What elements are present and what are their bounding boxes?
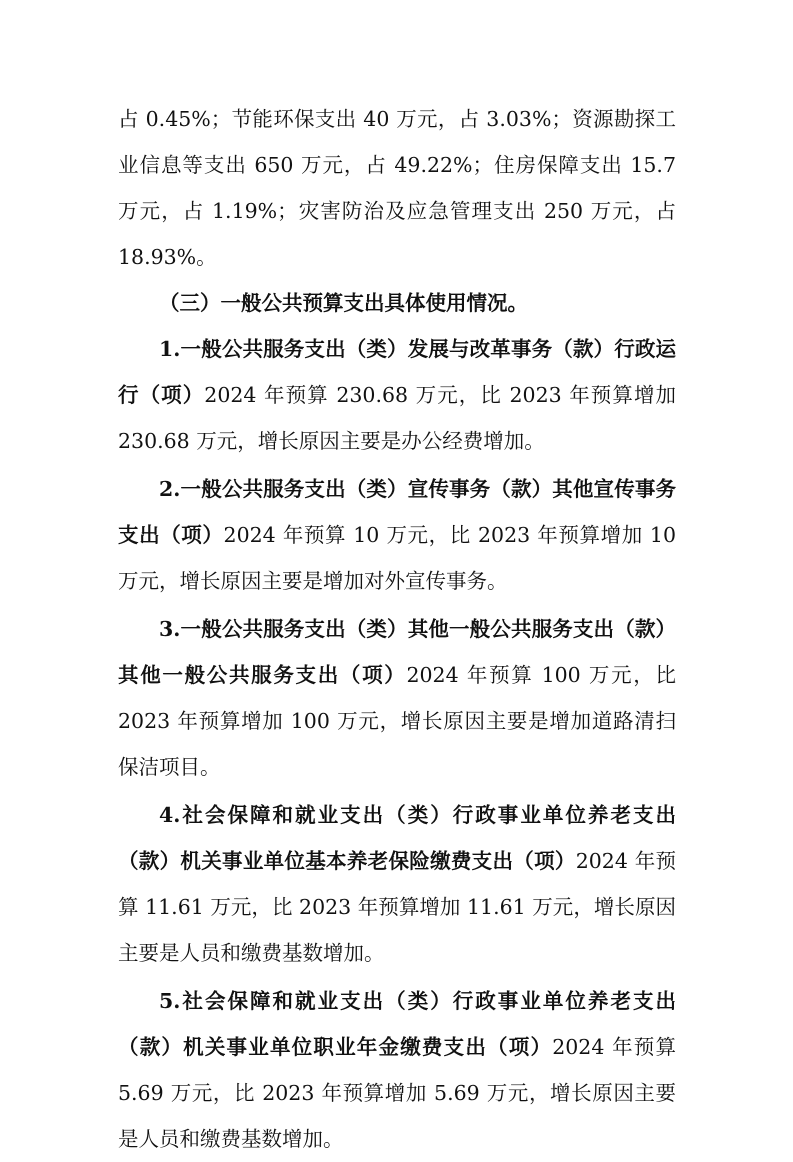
budget-item-1-title: 1.一般公共服务支出（类）发展与改革事务（款）行政运行（项） (118, 337, 676, 407)
budget-item-1-body: 2024 年预算 230.68 万元，比 2023 年预算增加 230.68 万元，增长原因主要是办公经费增加。 (118, 383, 677, 453)
budget-item-3-title: 3.一般公共服务支出（类）其他一般公共服务支出（款）其他一般公共服务支出（项） (118, 617, 676, 687)
budget-item-3 (118, 606, 676, 790)
budget-item-1 (118, 326, 676, 464)
section-heading: （三）一般公共预算支出具体使用情况。 (159, 291, 528, 315)
budget-item-4-body: 2024 年预算 11.61 万元，比 2023 年预算增加 11.61 万元，增长原因主要是人员和缴费基数增加。 (118, 849, 676, 965)
budget-item-4-title: 4.社会保障和就业支出（类）行政事业单位养老支出（款）机关事业单位基本养老保险缴费支出（项） (118, 803, 676, 873)
budget-item-2 (118, 466, 676, 604)
budget-item-2-body: 2024 年预算 10 万元，比 2023 年预算增加 10 万元，增长原因主要是增加对外宣传事务。 (118, 523, 677, 593)
budget-item-5-title: 5.社会保障和就业支出（类）行政事业单位养老支出（款）机关事业单位职业年金缴费支出（项） (118, 989, 676, 1059)
budget-item-2-title: 2.一般公共服务支出（类）宣传事务（款）其他宣传事务支出（项） (118, 477, 676, 547)
budget-item-4 (118, 792, 676, 976)
document-page (118, 96, 676, 1162)
budget-item-5-body: 2024 年预算 5.69 万元，比 2023 年预算增加 5.69 万元，增长原因主要是人员和缴费基数增加。 (118, 1035, 677, 1151)
intro-paragraph: 占 0.45%；节能环保支出 40 万元，占 3.03%；资源勘探工业信息等支出 650 万元，占 49.22%；住房保障支出 15.7 万元，占 1.19%；灾害防治及应急管理支出 250 万元，占 18.93%。 (118, 107, 676, 269)
budget-item-5 (118, 978, 676, 1162)
budget-item-3-body: 2024 年预算 100 万元，比 2023 年预算增加 100 万元，增长原因主要是增加道路清扫保洁项目。 (118, 663, 676, 779)
